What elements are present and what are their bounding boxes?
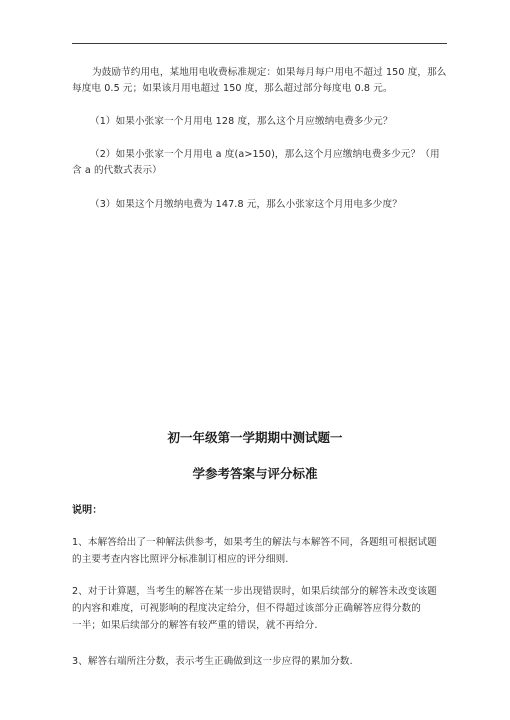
problem-intro-line-1: 为鼓励节约用电，某地用电收费标准规定：如果每月每户用电不超过 150 度，那么 xyxy=(92,67,447,78)
problem-intro-line-2: 每度电 0.5 元；如果该月用电超过 150 度，那么超过部分每度电 0.8 元。 xyxy=(72,83,393,94)
header-rule xyxy=(72,43,447,44)
question-2-line-2: 含 a 的代数式表示） xyxy=(72,165,162,176)
note-2-line-3: 一半；如果后续部分的解答有较严重的错误，就不再给分. xyxy=(72,620,318,631)
answer-title: 初一年级第一学期期中测试题一 xyxy=(167,430,343,445)
question-1: （1）如果小张家一个月用电 128 度，那么这个月应缴纳电费多少元？ xyxy=(90,116,393,127)
question-3: （3）如果这个月缴纳电费为 147.8 元，那么小张家这个月用电多少度？ xyxy=(90,199,402,210)
note-1-line-2: 的主要考查内容比照评分标准制订相应的评分细则. xyxy=(72,554,289,565)
answer-subtitle: 学参考答案与评分标准 xyxy=(192,466,318,481)
note-1-line-1: 1、本解答给出了一种解法供参考，如果考生的解法与本解答不同，各题组可根据试题 xyxy=(72,537,437,548)
question-2-line-1: （2）如果小张家一个月用电 a 度(a>150)，那么这个月应缴纳电费多少元？（用 xyxy=(90,149,440,160)
note-label: 说明： xyxy=(72,505,103,516)
note-2-line-1: 2、对于计算题，当考生的解答在某一步出现错误时，如果后续部分的解答未改变该题 xyxy=(72,586,437,597)
note-2-line-2: 的内容和难度，可视影响的程度决定给分，但不得超过该部分正确解答应得分数的 xyxy=(72,603,421,614)
note-3: 3、解答右端所注分数，表示考生正确做到这一步应得的累加分数. xyxy=(72,656,353,667)
